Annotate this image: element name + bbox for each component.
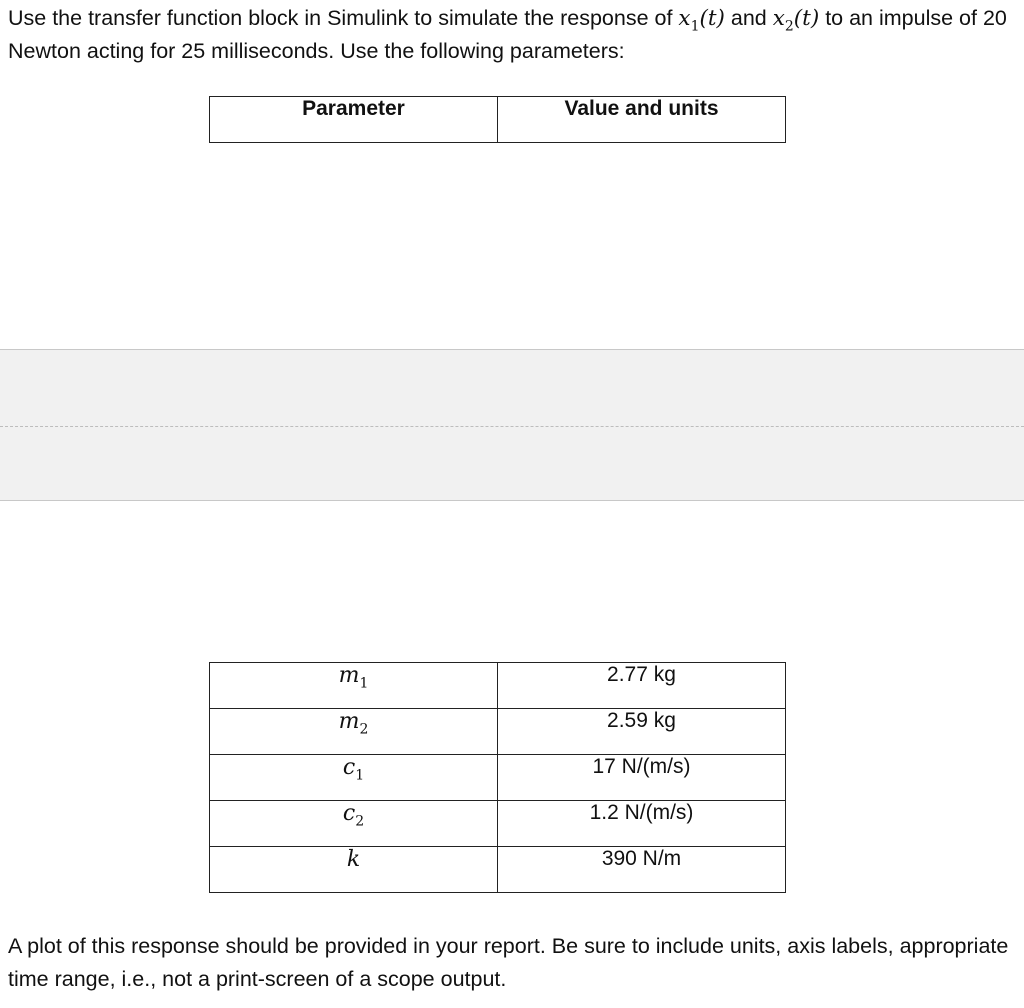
page-break-divider	[0, 426, 1024, 427]
statement-text-start: Use the transfer function block in Simulink to simulate the response of	[8, 6, 679, 30]
value-cell: 17 N/(m/s)	[498, 755, 786, 801]
parameter-cell	[210, 847, 498, 893]
parameter-cell	[210, 709, 498, 755]
parameter-cell	[210, 663, 498, 709]
page-break-gap	[0, 349, 1024, 501]
value-cell: 2.77 kg	[498, 663, 786, 709]
table-row	[210, 847, 786, 893]
statement-text-end: to an impulse of 20 Newton acting for 25 milliseconds. Use the following parameters:	[8, 6, 1007, 63]
table-row	[210, 663, 786, 709]
statement-text-middle: and	[724, 6, 773, 30]
parameter-cell	[210, 801, 498, 847]
parameter-symbol: k	[346, 847, 361, 872]
value-cell: 1.2 N/(m/s)	[498, 801, 786, 847]
parameter-cell	[210, 755, 498, 801]
parameter-table-header	[209, 96, 786, 143]
parameter-symbol: $m_2$	[338, 709, 369, 738]
x2-variable: $x_2(t)$	[772, 6, 820, 35]
table-row	[210, 709, 786, 755]
x1-variable: $x_1(t)$	[678, 6, 725, 35]
table-row	[210, 755, 786, 801]
parameter-table-body	[209, 662, 786, 893]
report-instructions: A plot of this response should be provided in your report. Be sure to include units, axis labels, appropriate time range, i.e., not a print-screen of a scope output.	[8, 934, 1009, 991]
value-cell: 390 N/m	[498, 847, 786, 893]
parameter-column-header: Parameter	[210, 97, 498, 143]
parameter-symbol: $c_2$	[342, 801, 365, 830]
parameter-symbol: $c_1$	[342, 755, 365, 784]
value-column-header: Value and units	[498, 97, 786, 143]
header-row	[210, 97, 786, 143]
parameter-symbol: $m_1$	[338, 663, 369, 692]
problem-statement	[8, 2, 1020, 67]
value-cell: 2.59 kg	[498, 709, 786, 755]
table-row	[210, 801, 786, 847]
